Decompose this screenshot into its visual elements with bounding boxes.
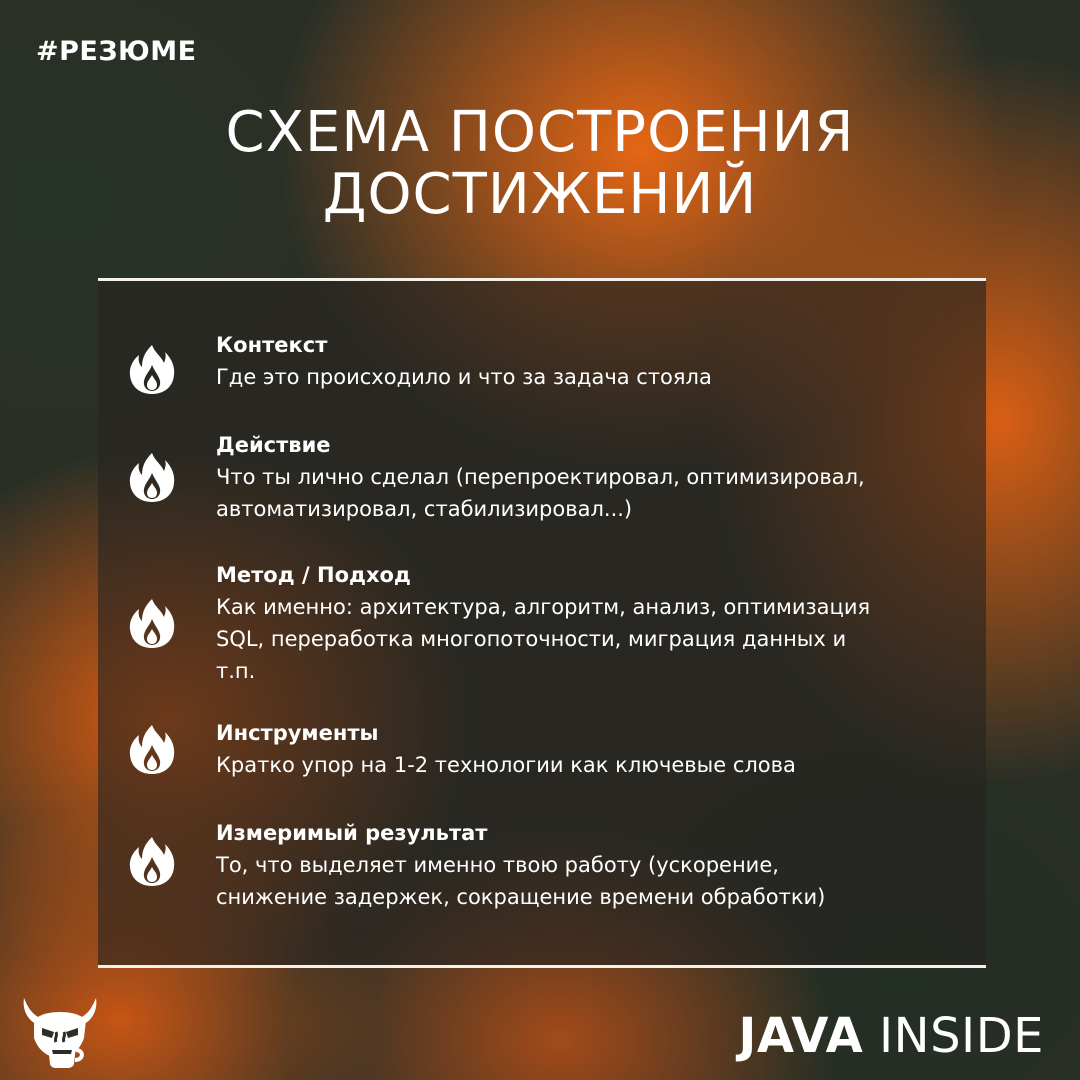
page-title-line-2: ДОСТИЖЕНИЙ [322, 162, 758, 227]
item-title: Метод / Подход [216, 563, 411, 587]
flame-icon [128, 723, 176, 775]
item-title: Контекст [216, 333, 328, 357]
flame-icon [128, 835, 176, 887]
item-title: Действие [216, 433, 331, 457]
item-description-line: т.п. [216, 659, 256, 683]
flame-icon [128, 597, 176, 649]
item-description-line: Где это происходило и что за задача стояла [216, 365, 712, 389]
flame-icon [128, 451, 176, 503]
item-title: Измеримый результат [216, 821, 488, 845]
page-title [0, 102, 1080, 226]
flame-icon [128, 343, 176, 395]
item-title: Инструменты [216, 721, 379, 745]
brand-word-inside: INSIDE [879, 1008, 1044, 1064]
page-title-line-1: СХЕМА ПОСТРОЕНИЯ [225, 100, 855, 165]
brand-word-java: JAVA [738, 1008, 864, 1064]
achievements-panel [98, 278, 986, 968]
logo-icon [18, 994, 102, 1070]
item-description-line: снижение задержек, сокращение времени обработки) [216, 885, 826, 909]
item-description-line: Кратко упор на 1-2 технологии как ключевые слова [216, 753, 796, 777]
brand-wordmark [738, 1008, 1044, 1064]
item-description-line: Как именно: архитектура, алгоритм, анализ, оптимизация [216, 595, 871, 619]
item-description-line: То, что выделяет именно твою работу (ускорение, [216, 853, 779, 877]
item-description-line: SQL, переработка многопоточности, миграция данных и [216, 627, 847, 651]
item-description-line: автоматизировал, стабилизировал...) [216, 497, 633, 521]
hashtag-label: #РЕЗЮМЕ [36, 36, 197, 67]
item-description-line: Что ты лично сделал (перепроектировал, оптимизировал, [216, 465, 865, 489]
